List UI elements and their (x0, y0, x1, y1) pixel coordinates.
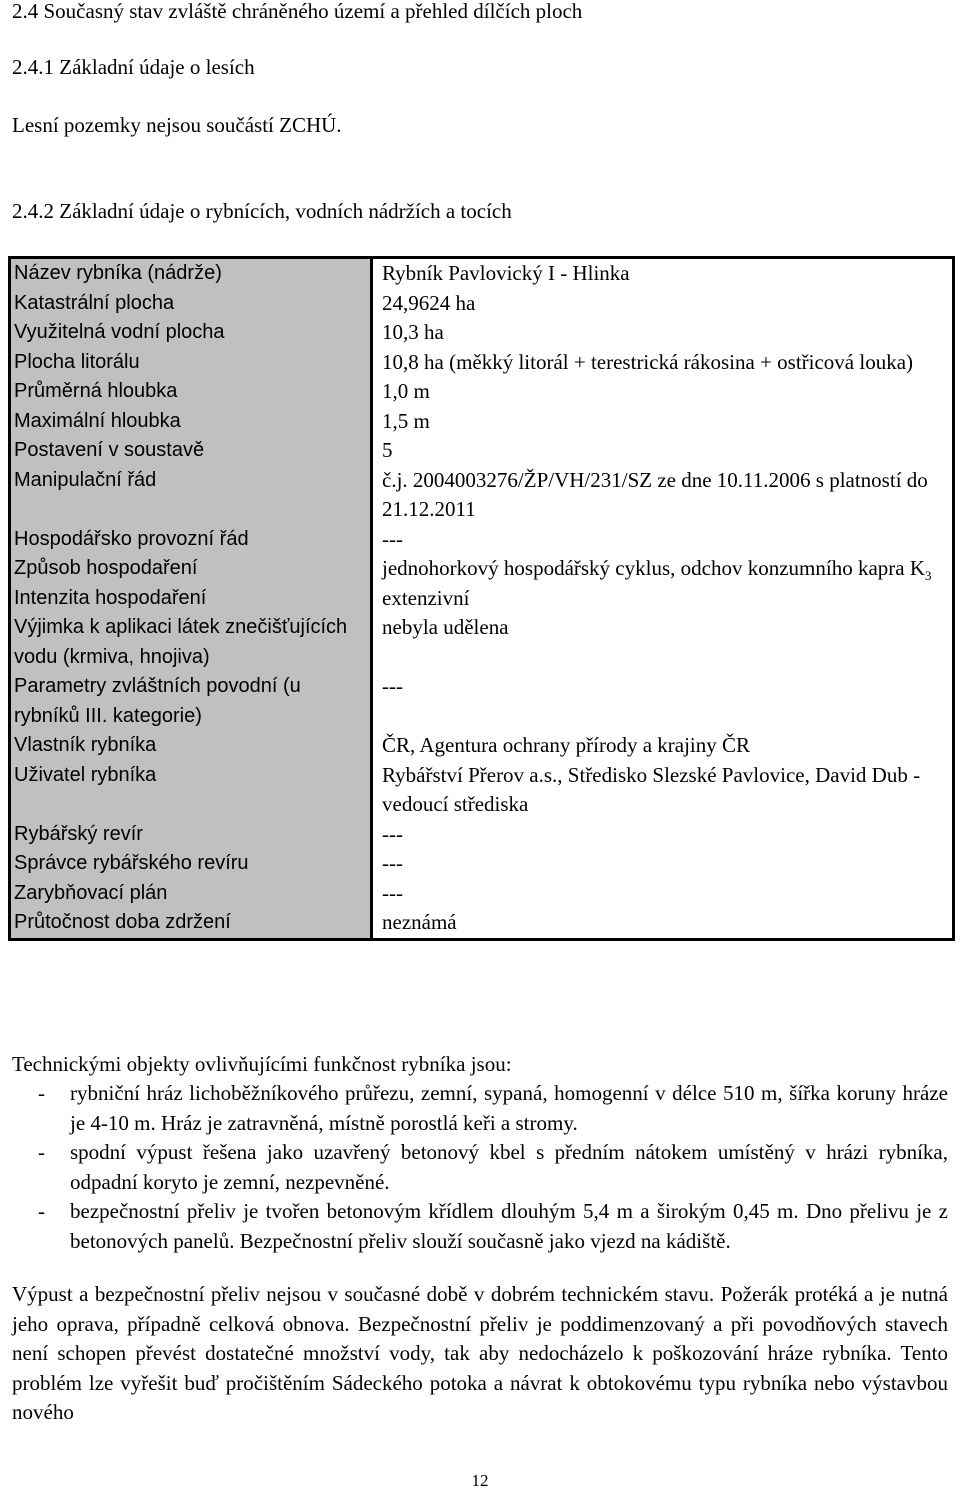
row-label: Způsob hospodaření (10, 554, 372, 584)
table-row (10, 731, 954, 761)
subsection-heading-forests: 2.4.1 Základní údaje o lesích (12, 55, 255, 79)
table-row (10, 466, 954, 525)
table-row (10, 613, 954, 672)
row-label: Vlastník rybníka (10, 731, 372, 761)
row-label: Uživatel rybníka (10, 761, 372, 820)
row-value: 24,9624 ha (382, 290, 476, 315)
table-row (10, 318, 954, 348)
row-label: Katastrální plocha (10, 289, 372, 319)
row-label: Průměrná hloubka (10, 377, 372, 407)
row-value: ČR, Agentura ochrany přírody a krajiny ČR (382, 733, 751, 757)
table-row (10, 584, 954, 614)
row-value: --- (382, 526, 403, 551)
pond-info-table (8, 256, 955, 941)
value-subscript: 3 (925, 568, 932, 584)
objects-list (12, 1079, 948, 1256)
row-value: 5 (382, 438, 393, 462)
row-value: 10,3 ha (382, 320, 444, 344)
list-item (12, 1197, 948, 1256)
table-row (10, 908, 954, 939)
table-row (10, 377, 954, 407)
row-label: Postavení v soustavě (10, 436, 372, 466)
row-value: --- (382, 880, 403, 905)
row-value: --- (382, 674, 403, 698)
row-label: Intenzita hospodaření (10, 584, 372, 614)
section-heading: 2.4 Současný stav zvláště chráněného území a přehled dílčích ploch (12, 0, 583, 23)
row-label: Správce rybářského revíru (10, 849, 372, 879)
table-row (10, 348, 954, 378)
row-value: č.j. 2004003276/ŽP/VH/231/SZ ze dne 10.11.2006 s platností do 21.12.2011 (382, 467, 928, 521)
row-value: --- (382, 851, 403, 875)
row-label: Průtočnost doba zdržení (10, 908, 372, 939)
table-row (10, 849, 954, 879)
row-label: Název rybníka (nádrže) (10, 258, 372, 289)
row-value: --- (382, 821, 403, 846)
list-item (12, 1138, 948, 1197)
table-row (10, 879, 954, 909)
row-label: Výjimka k aplikaci látek znečišťujících vodu (krmiva, hnojiva) (10, 613, 372, 672)
row-value: Rybník Pavlovický I - Hlinka (382, 261, 630, 285)
row-label: Plocha litorálu (10, 348, 372, 378)
table-row (10, 436, 954, 466)
table-row (10, 289, 954, 319)
row-label: Využitelná vodní plocha (10, 318, 372, 348)
row-label: Parametry zvláštních povodní (u rybníků III. kategorie) (10, 672, 372, 731)
row-value: Rybářství Přerov a.s., Středisko Slezské Pavlovice, David Dub - vedoucí střediska (382, 762, 921, 816)
table-row (10, 554, 954, 584)
row-label: Rybářský revír (10, 820, 372, 850)
row-value: extenzivní (382, 585, 470, 610)
list-item (12, 1079, 948, 1138)
table-row (10, 258, 954, 289)
table-row (10, 407, 954, 437)
dash-bullet: - (38, 1199, 45, 1223)
row-value: 10,8 ha (měkký litorál + terestrická rákosina + ostřicová louka) (382, 349, 914, 374)
value-text: jednohorkový hospodářský cyklus, odchov konzumního kapra K (382, 556, 925, 580)
row-label: Zarybňovací plán (10, 879, 372, 909)
subsection-heading-ponds: 2.4.2 Základní údaje o rybnících, vodních nádržích a tocích (12, 199, 512, 223)
table-row (10, 761, 954, 820)
forests-text: Lesní pozemky nejsou součástí ZCHÚ. (12, 113, 342, 137)
page-number: 12 (471, 1471, 489, 1490)
row-label: Hospodářsko provozní řád (10, 525, 372, 555)
dash-bullet: - (38, 1081, 45, 1105)
row-label: Manipulační řád (10, 466, 372, 525)
row-value: 1,5 m (382, 408, 430, 433)
row-value: nebyla udělena (382, 615, 509, 639)
table-row (10, 820, 954, 850)
row-value: neznámá (382, 910, 457, 934)
list-item-text: spodní výpust řešena jako uzavřený betonový kbel s předním nátokem umístěný v hrázi rybníka, odpadní koryto je zemní, nezpevněné. (70, 1140, 948, 1194)
row-value (372, 554, 954, 584)
dash-bullet: - (38, 1140, 45, 1164)
row-label: Maximální hloubka (10, 407, 372, 437)
condition-paragraph: Výpust a bezpečnostní přeliv nejsou v současné době v dobrém technickém stavu. Požerák protéká a je nutná jeho oprava, případně celková obnova. Bezpečnostní přeliv je poddimenzovaný a při povodňových stavech není schopen převést dostatečné množství vody, tak aby nedocházelo k poškozování hráze rybníka. Tento problém lze vyřešit buď pročištěním Sádeckého potoka a návrat k obtokovému typu rybníka nebo výstavbou nového (12, 1282, 948, 1424)
row-value: 1,0 m (382, 379, 430, 403)
list-item-text: rybniční hráz lichoběžníkového průřezu, zemní, sypaná, homogenní v délce 510 m, šířka koruny hráze je 4-10 m. Hráz je zatravněná, místně porostlá keři a stromy. (70, 1081, 948, 1135)
table-row (10, 525, 954, 555)
objects-intro: Technickými objekty ovlivňujícími funkčnost rybníka jsou: (12, 1052, 512, 1076)
list-item-text: bezpečnostní přeliv je tvořen betonovým křídlem dlouhým 5,4 m a širokým 0,45 m. Dno přelivu je z betonových panelů. Bezpečnostní přeliv slouží současně jako vjezd na kádiště. (70, 1199, 948, 1253)
table-row (10, 672, 954, 731)
